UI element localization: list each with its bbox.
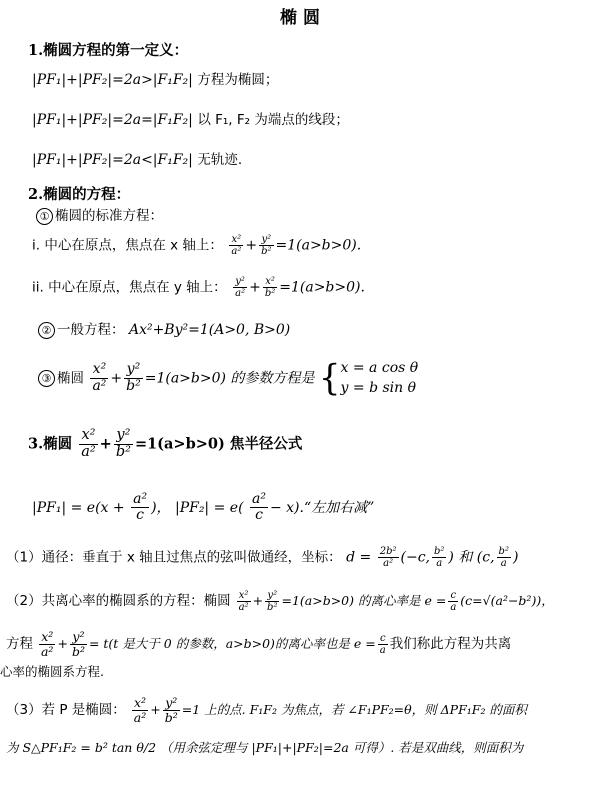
case-i-cond: =1(a>b>0).: [275, 237, 362, 254]
note-1-d: d =: [346, 549, 372, 566]
section3-heading: 3.椭圆 $\frac{\text{x²}}{\text{a²}}$ + $\frac{\text{y²}}{\text{b²}}$ =1(a>b>0) 焦半径公式: [28, 427, 303, 460]
frac-y2-a2: $\frac{\text{y²}}{\text{a²}}$: [235, 276, 246, 299]
frac-y2-b2-s3: $\frac{\text{y²}}{\text{b²}}$: [115, 427, 131, 460]
def-line-3-math: |PF₁|+|PF₂|=2a<|F₁F₂|: [32, 152, 193, 168]
focal-formula-mid: )， |PF₂| = e(: [151, 499, 244, 516]
frac-a2-c-1: $\frac{\text{a²}}{c}$: [133, 491, 148, 524]
frac-c-a-2: $\frac{c}{a}$: [379, 632, 386, 656]
frac-a2-c-2: $\frac{\text{a²}}{c}$: [252, 491, 266, 524]
def-line-1-text: 方程为椭圆；: [197, 72, 279, 88]
section1-heading: 1.椭圆方程的第一定义：: [28, 42, 189, 59]
standard-eq-label: [36, 208, 163, 225]
general-eq: [38, 322, 290, 339]
page-title: 椭 圆: [280, 8, 320, 28]
note-1-text: （1）通径：垂直于 x 轴且过焦点的弦叫做通经，坐标：: [6, 549, 342, 566]
def-line-1: [32, 72, 278, 89]
note-3-pre: （3）若 P 是椭圆：: [6, 701, 126, 718]
note-2-mid: =1(a>b>0) 的离心率是: [281, 593, 421, 608]
def-line-2-text: 以 F₁, F₂ 为端点的线段；: [197, 112, 349, 128]
param-eq: ③ 椭圆 $\frac{\text{x²}}{\text{a²}}$ + $\frac{\text{y²}}{\text{b²}}$ =1(a>b>0) 的参数方程是 { x = a cos θ y = b sin θ: [38, 358, 418, 399]
circled-number-3: ③: [38, 370, 55, 387]
note-3-line-1: （3）若 P 是椭圆： $\frac{\text{x²}}{\text{a²}}$ + $\frac{\text{y²}}{\text{b²}}$ =1 上的点. F₁F₂ 为焦点，若 ∠F₁PF₂=θ，则 ΔPF₁F₂ 的面积: [6, 695, 527, 725]
note-1-end: ): [512, 549, 519, 566]
left-brace: {: [318, 357, 341, 400]
circled-number-2: ②: [38, 322, 55, 339]
param-y: y = b sin θ: [340, 380, 417, 397]
frac-x2-b2: $\frac{\text{x²}}{\text{b²}}$: [264, 276, 276, 299]
focal-formula-pre: |PF₁| = e(x +: [32, 499, 125, 516]
frac-2b2-a2: $\frac{\text{2b²}}{\text{a²}}$: [379, 546, 397, 569]
def-line-1-math: |PF₁|+|PF₂|=2a>|F₁F₂|: [32, 72, 193, 88]
case-ii-cond: =1(a>b>0).: [279, 279, 365, 296]
frac-y2-b2-n2b: $\frac{\text{y²}}{\text{b²}}$: [71, 629, 85, 659]
section3-heading-pre: 3.椭圆: [28, 435, 73, 453]
param-eq-pre: 椭圆: [57, 370, 84, 387]
note-2-e: e =: [424, 593, 447, 608]
frac-y2-b2-large: $\frac{\text{y²}}{\text{b²}}$: [126, 361, 141, 394]
case-i: i. 中心在原点，焦点在 x 轴上： $\frac{\text{x²}}{\text{a²}}$ + $\frac{\text{y²}}{\text{b²}}$ =1(a>b>0).: [32, 234, 362, 257]
note-3-mid: =1 上的点. F₁F₂ 为焦点，若 ∠F₁PF₂=θ，则 ΔPF₁F₂ 的面积: [181, 701, 527, 717]
focal-radius-formula: [32, 492, 374, 524]
section2-heading: 2.椭圆的方程：: [28, 186, 131, 203]
def-line-2: [32, 112, 349, 129]
note-1: [6, 546, 518, 569]
frac-b2-a-1: $\frac{\text{b²}}{a}$: [434, 546, 445, 569]
def-line-2-math: |PF₁|+|PF₂|=2a=|F₁F₂|: [32, 112, 193, 128]
note-1-mid: (−c,: [400, 549, 430, 566]
frac-y2-b2-n3: $\frac{\text{y²}}{\text{b²}}$: [164, 695, 178, 725]
note-2-l2-post: 我们称此方程为共离: [389, 635, 512, 652]
note-2-line-2: 方程 $\frac{\text{x²}}{\text{a²}}$ + $\frac{\text{y²}}{\text{b²}}$ = t(t 是大于 0 的参数，a>b>0)的离心率也是 e = $\frac{c}{a}$ 我们称此方程为共离: [6, 629, 512, 659]
note-2-line-1: （2）共离心率的椭圆系的方程：椭圆 $\frac{\text{x²}}{\text{a²}}$ + $\frac{\text{y²}}{\text{b²}}$ =1(a>b>0) 的离心率是 e = $\frac{c}{a}$ (c=√(a²−b²))，: [6, 590, 554, 613]
frac-c-a-1: $\frac{c}{a}$: [450, 590, 457, 613]
note-2-pre: （2）共离心率的椭圆系的方程：椭圆: [6, 593, 231, 609]
circled-number-1: ①: [36, 208, 53, 225]
param-x: x = a cos θ: [340, 360, 419, 376]
frac-x2-a2-n3: $\frac{\text{x²}}{\text{a²}}$: [133, 695, 147, 725]
def-line-3: [32, 152, 242, 169]
frac-x2-a2-n2: $\frac{\text{x²}}{\text{a²}}$: [238, 590, 249, 613]
frac-y2-b2-n2: $\frac{\text{y²}}{\text{b²}}$: [267, 590, 278, 613]
standard-eq-text: 椭圆的标准方程：: [55, 208, 163, 224]
note-2-l2-e: e =: [353, 635, 376, 651]
note-2-l2-mid: = t(t 是大于 0 的参数，a>b>0)的离心率也是: [88, 635, 350, 651]
def-line-3-text: 无轨迹.: [197, 152, 243, 168]
note-2-line-3: 心率的椭圆系方程.: [0, 664, 104, 679]
section3-heading-post: =1(a>b>0) 焦半径公式: [134, 435, 303, 453]
focal-formula-post: − x).“左加右减”: [269, 499, 375, 516]
frac-x2-a2-n2b: $\frac{\text{x²}}{\text{a²}}$: [40, 629, 54, 659]
frac-x2-a2-large: $\frac{\text{x²}}{\text{a²}}$: [92, 361, 107, 394]
case-i-text: i. 中心在原点，焦点在 x 轴上：: [32, 237, 223, 254]
frac-x2-a2: $\frac{\text{x²}}{\text{a²}}$: [231, 234, 242, 257]
general-eq-math: Ax²+By²=1(A>0, B>0): [128, 322, 291, 338]
param-cases: [341, 358, 419, 399]
frac-b2-a-2: $\frac{\text{b²}}{a}$: [498, 546, 509, 569]
frac-y2-b2: $\frac{\text{y²}}{\text{b²}}$: [261, 234, 272, 257]
general-eq-text: 一般方程：: [57, 322, 125, 338]
note-3-line-2: [6, 740, 523, 755]
case-ii-text: ii. 中心在原点，焦点在 y 轴上：: [32, 279, 227, 296]
case-ii: ii. 中心在原点，焦点在 y 轴上： $\frac{\text{y²}}{\text{a²}}$ + $\frac{\text{x²}}{\text{b²}}$ =1(a>b>0).: [32, 276, 365, 299]
note-2-post: (c=√(a²−b²))，: [460, 593, 554, 608]
note-2-l2-pre: 方程: [6, 635, 33, 652]
param-eq-mid: =1(a>b>0) 的参数方程是: [144, 370, 315, 387]
note-3-line-2-text: 为 S△PF₁F₂ = b² tan θ/2 （用余弦定理与 |PF₁|+|PF₂|=2a 可得）. 若是双曲线，则面积为: [6, 740, 524, 755]
frac-x2-a2-s3: $\frac{\text{x²}}{\text{a²}}$: [81, 427, 96, 460]
note-1-and: ) 和 (c,: [448, 549, 495, 566]
